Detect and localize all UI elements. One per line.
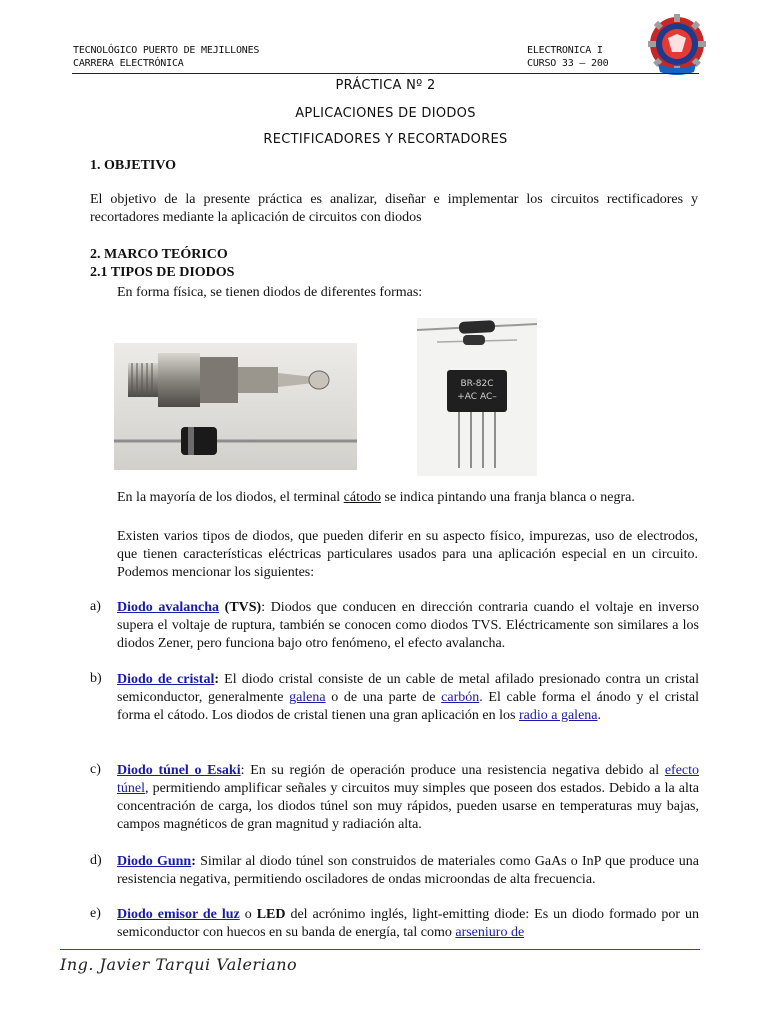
crystal-diode-colon: : xyxy=(214,672,220,687)
diode-forms-intro: En forma física, se tienen diodos de diferentes formas: xyxy=(117,285,423,300)
crystal-diode-text-1: El diodo cristal consiste de un cable de metal afilado presionado contra un cristal semiconductor, generalmente xyxy=(117,672,699,705)
crystal-diode-text-3: . El cable forma el ánodo y el cristal forma el cátodo. Los diodos de cristal tienen una gran aplicación en los xyxy=(117,690,700,723)
cathode-term: cátodo xyxy=(343,490,381,505)
stud-diode-photo xyxy=(114,343,357,470)
practice-number-title: PRÁCTICA Nº 2 xyxy=(335,78,436,93)
topic-title: RECTIFICADORES Y RECORTADORES xyxy=(263,132,508,147)
diode-types-intro: Existen varios tipos de diodos, que pueden diferir en su aspecto físico, impurezas, uso de electrodos, que tienen características eléctricas particulares usados para una aplicación especial en un circuito. Podemos mencionar los siguientes: xyxy=(117,529,698,580)
avalanche-diode-tag: (TVS) xyxy=(219,600,262,615)
header-course xyxy=(527,44,609,70)
section-theory-heading: 2. MARCO TEÓRICO xyxy=(90,247,228,262)
header-rule xyxy=(72,73,699,74)
item-tunnel-diode xyxy=(117,762,699,834)
objective-paragraph: El objetivo de la presente práctica es analizar, diseñar e implementar los circuitos rectificadores y recortadores mediante la aplicación de circuitos con diodos xyxy=(90,192,698,225)
gunn-diode-text: Similar al diodo túnel son construidos de materiales como GaAs o InP que produce una resistencia negativa, permitiendo osciladores de ondas microondas de alta frecuencia. xyxy=(117,854,699,887)
cathode-sentence-end: se indica pintando una franja blanca o negra. xyxy=(381,490,635,505)
footer-rule xyxy=(60,949,700,950)
bridge-label-line1: BR-82C xyxy=(460,379,494,389)
career-name: CARRERA ELECTRÓNICA xyxy=(73,58,184,69)
cathode-sentence xyxy=(117,489,698,507)
item-a-marker: a) xyxy=(90,599,101,614)
tunnel-diode-text-1: : En su región de operación produce una resistencia negativa debido al xyxy=(240,763,665,778)
crystal-radio-link[interactable]: radio a galena xyxy=(518,708,598,723)
tunnel-diode-link[interactable]: Diodo túnel o Esaki xyxy=(117,763,241,778)
avalanche-diode-link[interactable]: Diodo avalancha xyxy=(117,600,220,615)
arsenide-link[interactable]: arseniuro de xyxy=(455,925,525,940)
item-b-marker: b) xyxy=(90,671,102,686)
tunnel-effect-link[interactable]: efecto túnel xyxy=(117,763,700,796)
subject-name: ELECTRONICA I xyxy=(527,45,603,56)
led-text-1: o xyxy=(239,907,257,922)
gunn-diode-link[interactable]: Diodo Gunn xyxy=(117,854,192,869)
bridge-label-line2: +AC AC– xyxy=(457,392,497,402)
led-text-2: del acrónimo inglés, light-emitting diode: Es un diodo formado por un semiconductor con huecos en su banda de energía, tal como xyxy=(117,907,699,940)
item-led xyxy=(117,906,699,942)
small-diodes-and-bridge-photo xyxy=(417,318,537,476)
galena-link[interactable]: galena xyxy=(289,690,326,705)
led-link[interactable]: Diodo emisor de luz xyxy=(117,907,240,922)
led-acronym: LED xyxy=(256,907,286,922)
crystal-diode-text-4: . xyxy=(597,708,601,723)
carbon-link[interactable]: carbón xyxy=(441,690,480,705)
crystal-diode-link[interactable]: Diodo de cristal xyxy=(117,672,215,687)
item-e-marker: e) xyxy=(90,906,101,921)
item-crystal-diode xyxy=(117,671,699,725)
subject-title: APLICACIONES DE DIODOS xyxy=(295,106,476,121)
gunn-diode-colon: : xyxy=(191,854,196,869)
crystal-diode-text-2: o de una parte de xyxy=(325,690,442,705)
tunnel-diode-text-2: , permitiendo amplificar señales y circuitos muy simples que poseen dos estados. Debido a la alta concentración de carga, los diodos túnel son muy rápidos, pueden usarse en temperaturas muy bajas, campos magnéticos de gran magnitud y radiación alta. xyxy=(117,781,699,832)
course-code: CURSO 33 – 200 xyxy=(527,58,609,69)
diode-types-subheading: 2.1 TIPOS DE DIODOS xyxy=(90,265,235,280)
item-d-marker: d) xyxy=(90,853,102,868)
header-institution xyxy=(73,44,259,70)
cathode-sentence-start: En la mayoría de los diodos, el terminal xyxy=(117,490,344,505)
avalanche-diode-text: : Diodos que conducen en dirección contraria cuando el voltaje en inverso supera el voltaje de ruptura, también se conocen como diodos TVS. Eléctricamente son similares a los diodos Zener, pero funciona bajo otro fenómeno, el efecto avalancha. xyxy=(117,600,700,651)
section-objective-heading: 1. OBJETIVO xyxy=(90,158,177,173)
item-avalanche-diode xyxy=(117,599,699,653)
institution-name: TECNOLÓGICO PUERTO DE MEJILLONES xyxy=(73,45,260,56)
item-c-marker: c) xyxy=(90,762,101,777)
institution-logo-icon xyxy=(646,14,708,78)
item-gunn-diode xyxy=(117,853,699,889)
author-signature: Ing. Javier Tarqui Valeriano xyxy=(60,955,298,974)
